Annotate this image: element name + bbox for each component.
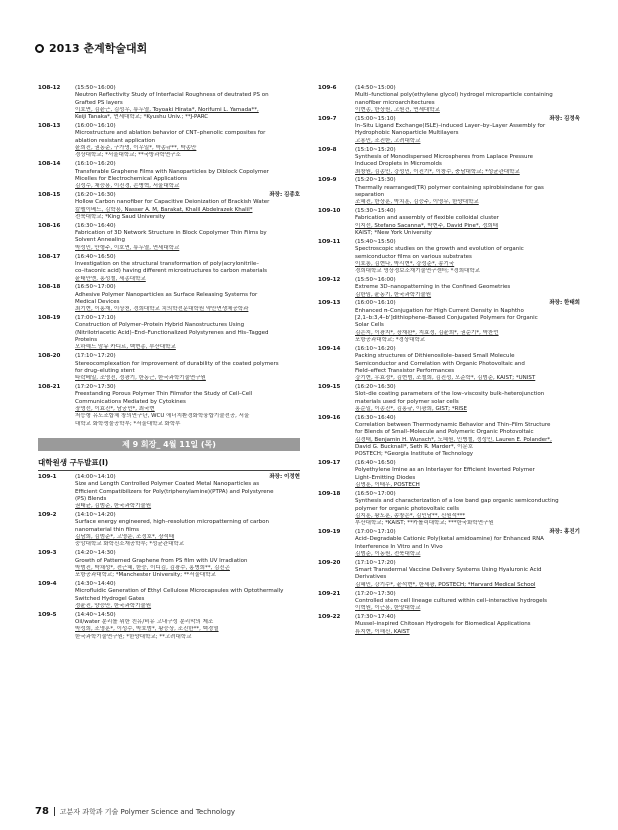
- paper-title: Surface energy engineered, high–resolution micropatterning of carbon: [75, 519, 269, 526]
- entry-body: [75, 384, 300, 428]
- entry-body: [355, 116, 580, 145]
- author-line: Keiji Tanaka*, 연세대학교; *Kyushu Univ.; **J-PARC: [75, 114, 209, 121]
- time-slot: (16:40~16:50): [75, 253, 116, 260]
- paper-title: Efficient Compatibilizers for Poly(triphenylamine)(PTPA) and Polystyrene: [75, 488, 274, 495]
- author-line: 홍순일, 이종진*, 김홍규, 이광희, GIST; *RISE: [355, 405, 467, 412]
- time-row: [75, 284, 300, 291]
- program-entry: [38, 474, 300, 511]
- paper-title: Induced Droplets in Micromolds: [355, 161, 442, 168]
- time-row: [355, 116, 580, 123]
- entry-body: [355, 239, 580, 276]
- time-slot: (15:50~16:00): [355, 276, 396, 283]
- session-chair: 좌장: 홍진기: [549, 529, 580, 536]
- paper-title: Investigation on the structural transformation of poly(acrylonitrile–: [75, 260, 260, 267]
- time-row: [75, 192, 300, 199]
- paper-title: semiconductor films on various substrates: [355, 253, 472, 260]
- author-line: 김명훈, 이태우, POSTECH: [355, 482, 420, 489]
- author-line: 김성수, 채승용, 이진경, 손병혁, 서울대학교: [75, 183, 180, 190]
- session-title: 대학원생 구두발표(I): [38, 457, 300, 471]
- program-entry: [38, 254, 300, 283]
- entry-body: [355, 529, 580, 558]
- author-line: 중앙대학교 화학신소재공학부; *성균관대학교: [75, 541, 185, 548]
- paper-title: polymer for organic photovoltaic cells: [355, 505, 460, 512]
- program-entry: [318, 460, 580, 489]
- paper-title: Correlation between Thermodynamic Behavior and Thin–Film Structure: [355, 422, 551, 429]
- presentation-code: 1O8-12: [38, 85, 61, 91]
- paper-title: Enhanced π–Conjugation for High Current Density in Naphtho: [355, 307, 524, 314]
- page-header: [35, 40, 147, 56]
- program-entry: [318, 346, 580, 383]
- presentation-code: 1O9-2: [38, 512, 57, 519]
- paper-title: Hollow Carbon nanofiber for Capacitive Deionization of Brackish Water: [75, 199, 270, 206]
- paper-title: Communications Mediated by Cytokines: [75, 398, 186, 405]
- author-line: 포항공과대학교; *경상대학교: [355, 337, 426, 344]
- entry-body: [355, 300, 580, 344]
- page-number: 78: [35, 806, 49, 817]
- author-line: 최기현, 이홍재, 이상천, 경희대학교 치의학전문대학원 약안면생체공학과: [75, 306, 249, 313]
- time-row: [355, 346, 580, 353]
- presentation-code: 1O8-13: [38, 123, 61, 130]
- time-row: [75, 85, 300, 92]
- author-line: David G. Bucknall*, Seth R. Marder*, 이문호: [355, 444, 474, 451]
- paper-title: Proteins: [75, 337, 98, 344]
- time-slot: (15:20~15:30): [355, 177, 396, 184]
- paper-title: Packing structures of Dithienosilole–based Small Molecule: [355, 353, 515, 360]
- time-slot: (17:00~17:10): [355, 529, 396, 536]
- author-line: 대학교 화학생물공학부; *서울대학교 화학부: [75, 420, 181, 427]
- time-row: [355, 384, 580, 391]
- time-row: [75, 254, 300, 261]
- entry-body: [75, 192, 300, 221]
- presentation-code: 1O9-7: [318, 115, 337, 122]
- paper-title: Light–Emitting Diodes: [355, 474, 416, 481]
- author-line: 김지훈, 황도훈, 송창은*, 김인남**, 신원석***: [355, 512, 466, 519]
- time-slot: (17:30~17:40): [355, 613, 396, 620]
- conference-title: 2013 춘계학술대회: [49, 42, 148, 55]
- paper-title: ablation resistant application: [75, 137, 156, 144]
- time-slot: (14:20~14:30): [75, 550, 116, 557]
- entry-body: [355, 208, 580, 237]
- author-line: 권태균, 김범준, 한국과학기술원: [75, 503, 152, 510]
- time-slot: (14:30~14:40): [75, 580, 116, 587]
- presentation-code: 1O8-17: [38, 253, 61, 260]
- time-slot: (15:30~15:40): [355, 208, 396, 215]
- entry-body: [355, 460, 580, 489]
- time-slot: (16:30~16:40): [355, 414, 396, 421]
- time-slot: (15:10~15:20): [355, 146, 396, 153]
- time-row: [75, 384, 300, 391]
- presentation-code: 1O9-10: [318, 208, 341, 215]
- paper-title: Smart Transdermal Vaccine Delivery Systems Using Hyaluronic Acid: [355, 567, 542, 574]
- session-9-entries-part1: [38, 474, 300, 641]
- paper-title: Semiconductor and Correlation with Organic Photovoltaic and: [355, 360, 525, 367]
- presentation-code: 1O9-15: [318, 383, 341, 390]
- time-slot: (15:00~15:10): [355, 115, 396, 122]
- paper-title: Hydrophobic Nanoparticle Multilayers: [355, 130, 459, 137]
- presentation-code: 1O9-18: [318, 490, 341, 497]
- footer-divider: [54, 807, 55, 816]
- paper-title: Oil/water 분리를 위한 친유/비유 고내구성 분리막의 제조: [75, 619, 214, 626]
- entry-body: [75, 85, 300, 122]
- author-line: 이호연, 김윤근, 김성우, 류두열, Toyoaki Hirata*, Norifumi L. Yamada**,: [75, 107, 259, 114]
- paper-title: for Blends of Small–Molecule and Polymeric Organic Photovoltaic: [355, 429, 534, 436]
- time-slot: (15:50~16:00): [75, 85, 116, 91]
- author-line: 저능형 유도조합체 창의연구단, WCU 에너지환경화학융합기술전공, 서울: [75, 413, 250, 420]
- session-8-entries: [38, 85, 300, 428]
- author-line: POSTECH; *Georgia Institute of Technology: [355, 451, 474, 458]
- program-entry: [38, 612, 300, 641]
- paper-title: Micelles for Electrochemical Applications: [75, 175, 188, 182]
- time-slot: (14:40~14:50): [75, 611, 116, 618]
- author-line: 이현종, 한상원, 고원건, 연세대학교: [355, 107, 440, 114]
- program-entry: [38, 581, 300, 610]
- presentation-code: 1O9-5: [38, 611, 57, 618]
- paper-title: Multi–functional poly(ethylene glycol) hydrogel microparticle containing: [355, 92, 553, 99]
- session-chair: 좌장: 이정현: [269, 473, 300, 480]
- presentation-code: 1O9-14: [318, 345, 341, 352]
- author-line: 김경태, Benjamin H. Wunsch*, 노혜원, 민병철, 정성민, Lauren E. Polander*,: [355, 436, 552, 443]
- time-row: [75, 315, 300, 322]
- author-line: 이지선, Stefano Sacanna*, 박현주, David Pine*, 정희태: [355, 222, 499, 229]
- author-line: 윤희진, 권동준, 구가영, 이우일*, 박종규**, 박종만: [75, 145, 197, 152]
- program-entry: [318, 591, 580, 613]
- paper-title: for drug–eluting stent: [75, 367, 135, 374]
- paper-title: Synthesis of Monodispersed Microspheres from Laplace Pressure: [355, 153, 533, 160]
- paper-title: Controlled stem cell lineage cultured within cell–interactive hydrogels: [355, 597, 548, 604]
- entry-body: [355, 277, 580, 299]
- time-row: [75, 581, 300, 588]
- time-slot: (15:40~15:50): [355, 238, 396, 245]
- time-slot: (14:10~14:20): [75, 512, 116, 519]
- time-row: [355, 460, 580, 467]
- paper-title: Synthesis and characterization of a low band gap organic semiconducting: [355, 498, 559, 505]
- presentation-code: 1O8-19: [38, 315, 61, 322]
- program-entry: [38, 85, 300, 122]
- time-row: [75, 612, 300, 619]
- author-line: 장영선, 이효진*, 남궁민*, 최국현: [75, 405, 155, 412]
- presentation-code: 1O8-15: [38, 191, 61, 198]
- session-chair: 좌장: 김종호: [269, 191, 300, 198]
- journal-name: 고분자 과학과 기술 Polymer Science and Technology: [59, 807, 236, 816]
- entry-body: [355, 384, 580, 413]
- entry-body: [75, 123, 300, 160]
- paper-title: Size and Length Controlled Polymer Coated Metal Nanoparticles as: [75, 481, 260, 488]
- entry-body: [75, 474, 300, 511]
- entry-body: [75, 353, 300, 382]
- paper-title: Thermally rearranged(TR) polymer containing spirobisindane for gas: [355, 184, 544, 191]
- paper-title: Microfluidic Generation of Ethyl Cellulose Microcapsules with Optothermally: [75, 588, 284, 595]
- entry-body: [75, 612, 300, 641]
- session-chair: 좌장: 김정욱: [549, 115, 580, 122]
- program-entry: [318, 85, 580, 114]
- session-chair: 좌장: 한태희: [549, 300, 580, 307]
- presentation-code: 1O9-16: [318, 414, 341, 421]
- entry-body: [75, 284, 300, 313]
- time-row: [75, 474, 300, 481]
- program-entry: [38, 192, 300, 221]
- paper-title: Stereocomplexation for improvement of durability of the coated polymers: [75, 360, 279, 367]
- time-row: [75, 161, 300, 168]
- author-line: 강기현, 우효정*, 김현범, 조철희, 김진성, 오준학*, 김범준, KAIST; *UNIST: [355, 375, 536, 382]
- session-9-entries-part2: [318, 85, 580, 636]
- time-slot: (16:10~16:20): [355, 345, 396, 352]
- time-slot: (16:40~16:50): [355, 460, 396, 467]
- time-slot: (16:20~16:30): [75, 191, 116, 198]
- time-row: [75, 353, 300, 360]
- program-entry: [318, 300, 580, 344]
- ring-bullet-icon: [35, 44, 44, 53]
- presentation-code: 1O9-3: [38, 550, 57, 557]
- paper-title: Adhesive Polymer Nanoparticles as Surface Releasing Systems for: [75, 291, 258, 298]
- paper-title: Growth of Patterned Graphene from PS film with UV Irradiation: [75, 557, 248, 564]
- author-line: 조혜진, 한상훈, 박치훈, 김승주, 이영무, 한양대학교: [355, 199, 479, 206]
- paper-title: Fabrication of 3D Network Structure in Block Copolymer Thin Films by: [75, 230, 267, 237]
- time-slot: (17:20~17:30): [355, 590, 396, 597]
- author-line: 류지현, 이해신, KAIST: [355, 628, 410, 635]
- time-row: [355, 560, 580, 567]
- time-slot: (16:00~16:10): [75, 123, 116, 130]
- paper-title: Derivatives: [355, 574, 387, 581]
- presentation-code: 1O8-21: [38, 383, 61, 390]
- author-line: 박성민, 안형주, 이호연, 류두열, 연세대학교: [75, 244, 180, 251]
- time-slot: (16:00~16:10): [355, 300, 396, 307]
- presentation-code: 1O9-1: [38, 473, 57, 480]
- author-line: 박범진, 박채성*, 전근혜, 한승, 이디김, 김광수, 홍병희**, 김진곤: [75, 564, 230, 571]
- program-entry: [318, 614, 580, 636]
- entry-body: [355, 591, 580, 613]
- program-entry: [38, 512, 300, 549]
- program-entry: [318, 116, 580, 145]
- entry-body: [355, 560, 580, 589]
- program-entry: [38, 161, 300, 190]
- author-line: 칼펠이베드, 김학용, Nasser A. M, Barakat, Khalil Abdelrazek Khalil*: [75, 206, 253, 213]
- presentation-code: 1O9-11: [318, 238, 341, 245]
- paper-title: Switched Hydrogel Gates: [75, 595, 145, 602]
- entry-body: [355, 491, 580, 528]
- presentation-code: 1O9-12: [318, 276, 341, 283]
- author-line: 고용민, 조진한, 고려대학교: [355, 137, 421, 144]
- author-line: 경상대학교; *서울대학교; **국방과학연구소: [75, 152, 181, 159]
- program-entry: [38, 223, 300, 252]
- author-line: 이호롱, 김현나, 박시현*, 강성준*, 송기국: [355, 260, 455, 267]
- author-line: 윤태안엔, 홍성철, 세종대학교: [75, 275, 146, 282]
- time-row: [75, 512, 300, 519]
- program-entry: [318, 277, 580, 299]
- presentation-code: 1O9-6: [318, 85, 337, 91]
- time-row: [75, 223, 300, 230]
- presentation-code: 1O9-19: [318, 529, 341, 536]
- paper-title: Solar Cells: [355, 322, 384, 329]
- time-slot: (14:00~14:10): [75, 473, 116, 480]
- program-entry: [318, 384, 580, 413]
- author-line: 한국과학기술연구원; *한양대학교; **고려대학교: [75, 633, 192, 640]
- time-row: [355, 277, 580, 284]
- author-line: 김혜민, 강기수*, 윤석현*, 한세광, POSTECH; *Harvard Medical School: [355, 581, 536, 588]
- presentation-code: 1O9-22: [318, 613, 341, 620]
- presentation-code: 1O8-20: [38, 353, 61, 360]
- paper-title: Extreme 3D–nanopatterning in the Confined Geometries: [355, 284, 511, 291]
- entry-body: [355, 85, 580, 114]
- paper-title: Medical Devices: [75, 298, 120, 305]
- time-slot: (16:20~16:30): [355, 383, 396, 390]
- entry-body: [75, 550, 300, 579]
- paper-title: Mussel–inspired Chitosan Hydrogels for Biomedical Applications: [355, 621, 531, 628]
- program-entry: [318, 560, 580, 589]
- program-entry: [318, 177, 580, 206]
- time-row: [355, 85, 580, 92]
- time-row: [355, 239, 580, 246]
- presentation-code: 1O9-13: [318, 300, 341, 307]
- paper-title: Polyethylene Imine as an Interlayer for Efficient Inverted Polymer: [355, 467, 535, 474]
- entry-body: [355, 177, 580, 206]
- author-line: KAIST; *New York University: [355, 230, 432, 237]
- program-entry: [38, 353, 300, 382]
- time-row: [355, 491, 580, 498]
- paper-title: materials used for polymer solar cells: [355, 398, 459, 405]
- presentation-code: 1O8-14: [38, 161, 61, 168]
- author-line: 부산대학교; *KAIST; **카톨릭대학교; ***한국화학연구원: [355, 520, 494, 527]
- presentation-code: 1O8-18: [38, 284, 61, 291]
- paper-title: Interference In Vitro and In Vivo: [355, 543, 443, 550]
- presentation-code: 1O9-8: [318, 146, 337, 153]
- program-entry: [318, 208, 580, 237]
- time-slot: (16:50~17:00): [75, 284, 116, 291]
- time-slot: (16:50~17:00): [355, 490, 396, 497]
- paper-title: (PS) Blends: [75, 496, 107, 503]
- author-line: 김한임, 윤동기, 한국과학기술원: [355, 291, 432, 298]
- paper-title: Neutron Reflectivity Study of Interfacial Roughness of deutrated PS on: [75, 92, 269, 99]
- program-entry: [318, 529, 580, 558]
- paper-title: Acid–Degradable Cationic Poly(ketal amidoamine) for Enhanced RNA: [355, 536, 544, 543]
- entry-body: [75, 581, 300, 610]
- time-row: [355, 529, 580, 536]
- paper-title: [2,1–b:3,4–b']dithiophene–Based Conjugated Polymers for Organic: [355, 315, 538, 322]
- paper-title: Fabrication and assembly of flexible colloidal cluster: [355, 215, 499, 222]
- time-slot: (14:50~15:00): [355, 85, 396, 91]
- author-line: 경희대학교 영상정보소재기술연구센터; *경희대학교: [355, 268, 480, 275]
- entry-body: [75, 315, 300, 352]
- entry-body: [355, 415, 580, 459]
- entry-body: [75, 223, 300, 252]
- left-column: [38, 85, 300, 643]
- time-slot: (17:10~17:20): [75, 353, 116, 360]
- paper-title: (Nitrilotriacetic Acid)–End–Functionalized Polystyrenes and His–Tagged: [75, 329, 269, 336]
- time-row: [355, 208, 580, 215]
- paper-title: Field–effect Transistor Performances: [355, 367, 455, 374]
- time-row: [355, 614, 580, 621]
- paper-title: In–Situ Ligand Exchange(ISLE)–induced Layer–by–Layer Assembly for: [355, 123, 546, 130]
- program-entry: [318, 239, 580, 276]
- time-slot: (17:00~17:10): [75, 315, 116, 322]
- time-row: [75, 123, 300, 130]
- program-entry: [38, 123, 300, 160]
- presentation-code: 1O9-20: [318, 559, 341, 566]
- time-row: [355, 147, 580, 154]
- presentation-code: 1O9-17: [318, 460, 341, 467]
- right-column: [318, 85, 580, 637]
- paper-title: Slot–die coating parameters of the low–viscosity bulk–heterojunction: [355, 391, 545, 398]
- presentation-code: 1O9-9: [318, 177, 337, 184]
- paper-title: co–itaconic acid) having different microstructures to carbon materials: [75, 268, 267, 275]
- entry-body: [355, 147, 580, 176]
- page-footer: [35, 806, 235, 817]
- presentation-code: 1O9-4: [38, 580, 57, 587]
- paper-title: Freestanding Porous Polymer Thin Filmsfor the Study of Cell–Cell: [75, 391, 253, 398]
- presentation-code: 1O9-21: [318, 590, 341, 597]
- author-line: 김은지, 이광지*, 장재완*, 지효정, 김윤희*, 권순기*, 박찬언: [355, 329, 499, 336]
- entry-body: [75, 161, 300, 190]
- entry-body: [355, 614, 580, 636]
- program-entry: [38, 384, 300, 428]
- entry-body: [75, 512, 300, 549]
- paper-title: Grafted PS layers: [75, 99, 123, 106]
- entry-body: [355, 346, 580, 383]
- paper-title: Microstructure and ablation behavior of CNT–phenolic composites for: [75, 130, 266, 137]
- program-entry: [318, 147, 580, 176]
- time-slot: (17:20~17:30): [75, 383, 116, 390]
- paper-title: Transferable Graphene Films with Nanoparticles by Diblock Copolymer: [75, 168, 269, 175]
- program-entry: [38, 284, 300, 313]
- paper-title: nanofiber microarchitectures: [355, 99, 435, 106]
- author-line: 최창원, 김종민, 강성민, 이진기*, 이창수, 충남대학교; *성균관대학교: [355, 168, 520, 175]
- time-row: [75, 550, 300, 557]
- author-line: 박성희, 조영훈*, 이성수, 박호범*, 황승상, 조진한**, 백경열: [75, 626, 219, 633]
- entry-body: [75, 254, 300, 283]
- program-entry: [318, 491, 580, 528]
- time-slot: (16:10~16:20): [75, 161, 116, 168]
- time-slot: (16:30~16:40): [75, 222, 116, 229]
- day-banner: 제 9 회장_ 4월 11일 (목): [38, 438, 300, 451]
- paper-title: Spectroscopic studies on the growth and evolution of organic: [355, 246, 524, 253]
- author-line: 정윤진, 양승만, 한국과학기술원: [75, 603, 152, 609]
- paper-title: Construction of Polymer–Protein Hybrid Nanostructures Using: [75, 322, 245, 329]
- program-entry: [38, 550, 300, 579]
- paper-title: separation: [355, 191, 385, 198]
- author-line: 김범준, 이동원, 전북대학교: [355, 551, 421, 558]
- author-line: 포항공과대학교; *Manchester University; **서울대학교: [75, 572, 216, 579]
- time-slot: (17:10~17:20): [355, 559, 396, 566]
- paper-title: nanomaterial thin films: [75, 526, 140, 533]
- presentation-code: 1O8-16: [38, 222, 61, 229]
- author-line: 오하예드 암뮤 카디르, 백현종, 부산대학교: [75, 344, 176, 351]
- time-row: [355, 177, 580, 184]
- program-entry: [38, 315, 300, 352]
- author-line: 타락베일, 조영진, 정광기, 한동근, 한국과학기술연구원: [75, 375, 206, 382]
- author-line: 전북대학교; *King Saud University: [75, 214, 166, 221]
- program-entry: [318, 415, 580, 459]
- author-line: 김남희, 김범준*, 고영운, 조정호*, 장석태: [75, 534, 175, 541]
- time-row: [355, 591, 580, 598]
- paper-title: Solvent Annealing: [75, 237, 125, 244]
- time-row: [355, 300, 580, 307]
- time-row: [355, 415, 580, 422]
- author-line: 이혁원, 이근용, 한양대학교: [355, 605, 421, 612]
